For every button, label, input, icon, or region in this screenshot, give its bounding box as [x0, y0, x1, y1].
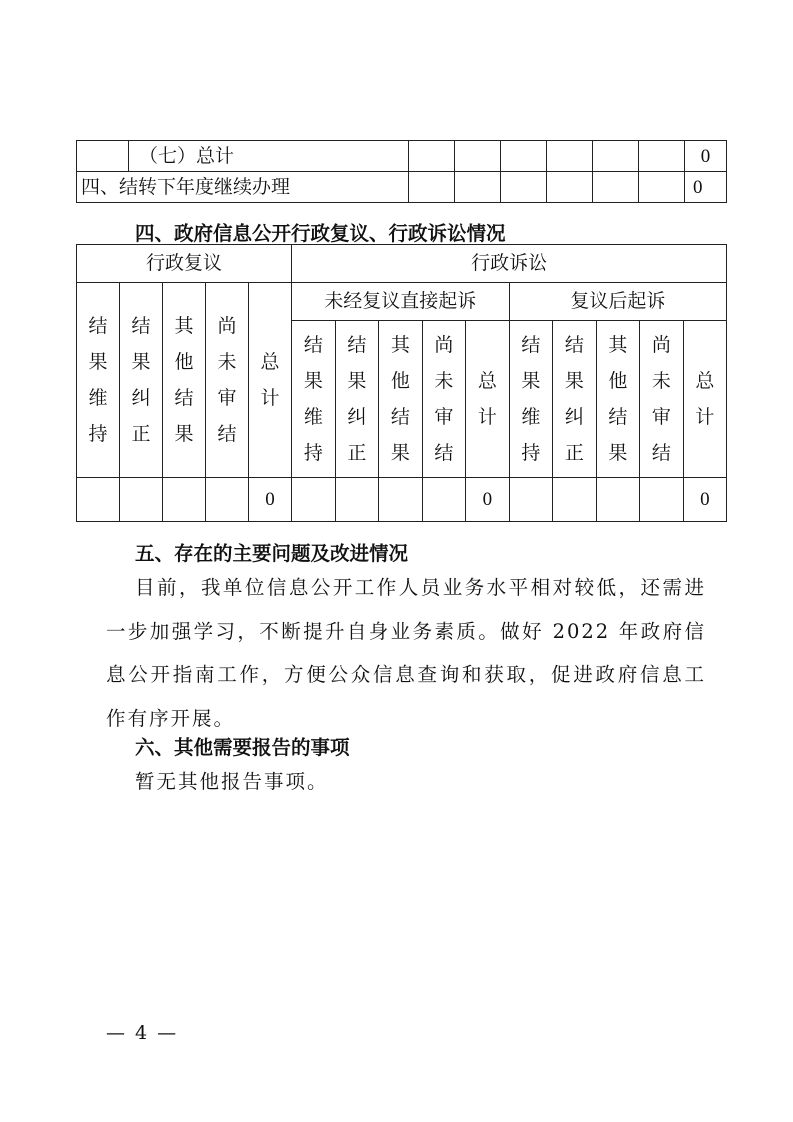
- after-total-header: 总计: [695, 370, 715, 428]
- admin-litigation-header: 行政诉讼: [292, 245, 727, 283]
- carryover-value: 0: [685, 172, 727, 203]
- table-cell: [77, 141, 129, 172]
- review-total-value: 0: [249, 478, 292, 522]
- section6-body: 暂无其他报告事项。: [135, 770, 329, 793]
- direct-upheld: 结果维持: [303, 334, 323, 464]
- direct-total-value: 0: [466, 478, 510, 522]
- page-number: — 4 —: [106, 1022, 179, 1044]
- after-upheld: 结果维持: [521, 334, 541, 464]
- review-pending: 尚未审结: [217, 315, 237, 445]
- table-row: [77, 283, 727, 321]
- direct-corrected: 结果纠正: [347, 334, 367, 464]
- after-review-suit-header: 复议后起诉: [509, 283, 727, 321]
- section4-heading: 四、政府信息公开行政复议、行政诉讼情况: [135, 222, 506, 245]
- review-upheld: 结果维持: [88, 315, 108, 445]
- direct-suit-header: 未经复议直接起诉: [292, 283, 510, 321]
- table-row: [77, 172, 727, 203]
- direct-pending: 尚未审结: [434, 334, 454, 464]
- review-corrected: 结果纠正: [131, 315, 151, 445]
- table-row: [77, 245, 727, 283]
- direct-total-header: 总计: [477, 370, 497, 428]
- table-row: [77, 478, 727, 522]
- review-total-header: 总计: [260, 351, 280, 409]
- admin-review-header: 行政复议: [77, 245, 292, 283]
- section6-heading: 六、其他需要报告的事项: [135, 736, 350, 759]
- after-pending: 尚未审结: [651, 334, 671, 464]
- total-value: 0: [685, 141, 727, 172]
- section5-heading: 五、存在的主要问题及改进情况: [135, 542, 409, 565]
- after-corrected: 结果纠正: [564, 334, 584, 464]
- after-total-value: 0: [683, 478, 727, 522]
- direct-other: 其他结果: [390, 334, 410, 464]
- after-other: 其他结果: [608, 334, 628, 464]
- carryover-label: 四、结转下年度继续办理: [77, 172, 409, 203]
- section5-body: 目前，我单位信息公开工作人员业务水平相对较低，还需进一步加强学习，不断提升自身业务素质。做好 2022 年政府信息公开指南工作，方便公众信息查询和获取，促进政府信息工作有序开展。: [106, 576, 706, 730]
- summary-table: [76, 140, 727, 203]
- table-row: [77, 141, 727, 172]
- review-other: 其他结果: [174, 315, 194, 445]
- total-label: （七）总计: [129, 141, 409, 172]
- review-litigation-table: [76, 244, 727, 522]
